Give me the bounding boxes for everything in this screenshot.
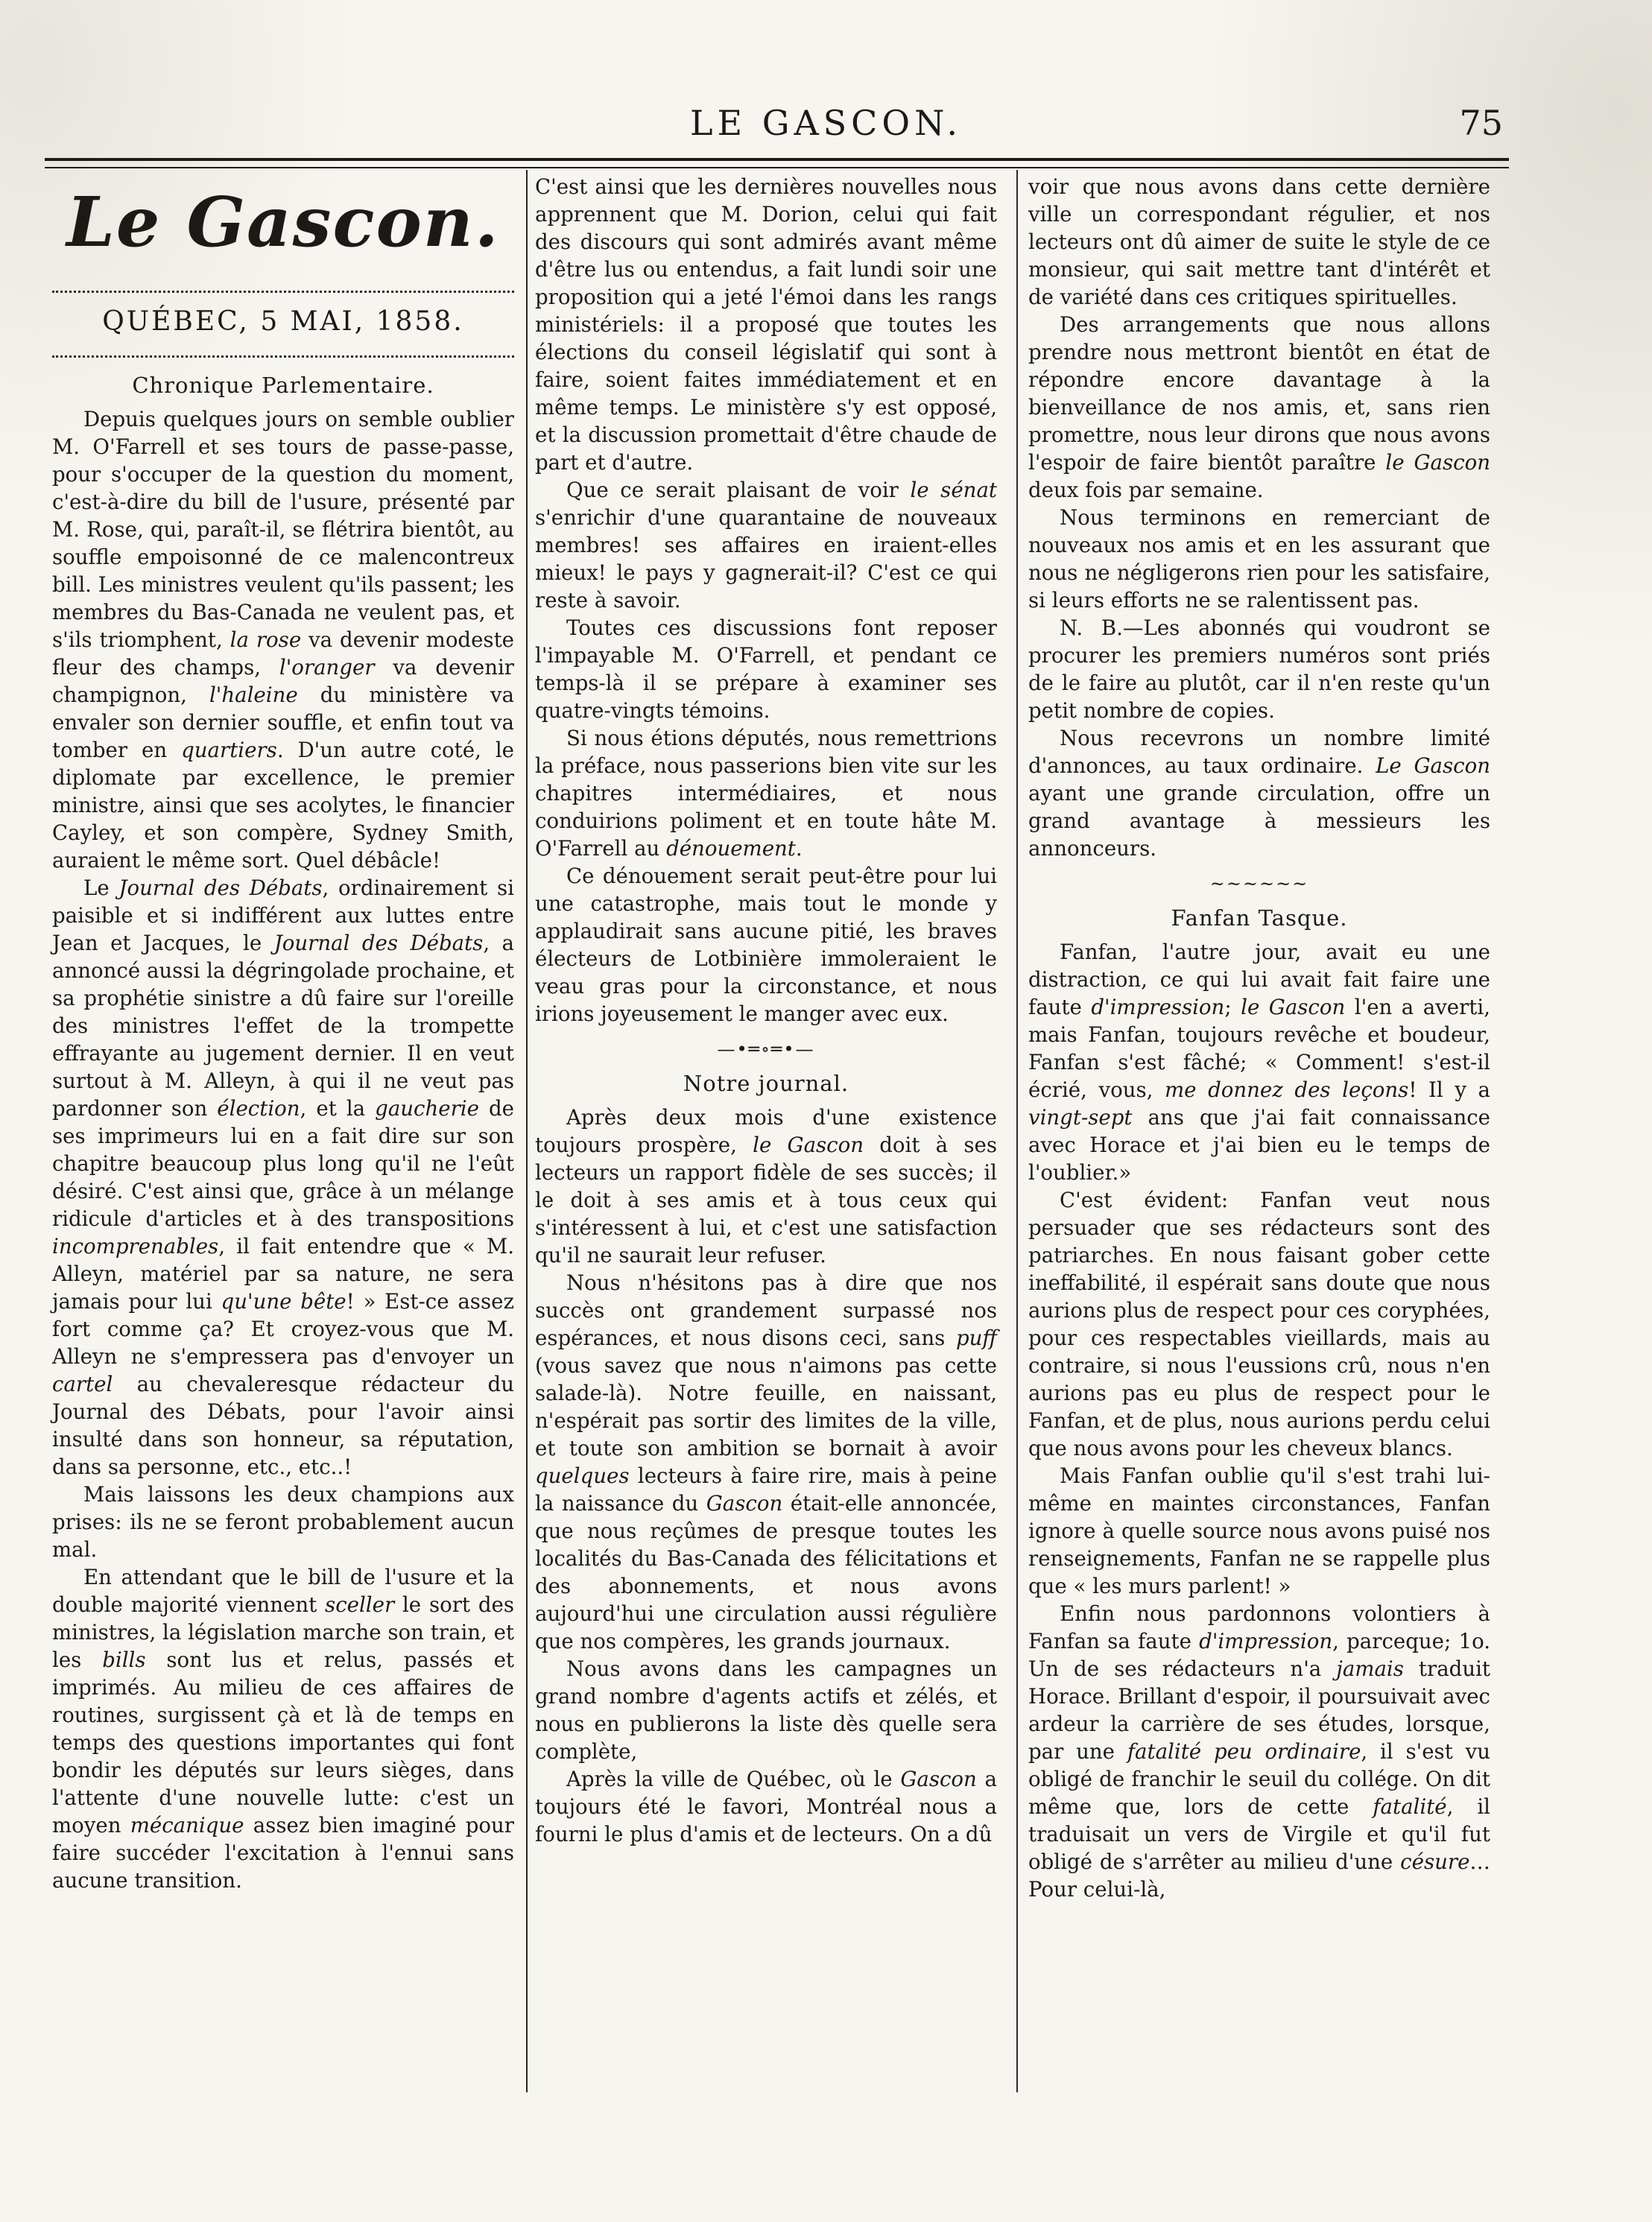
- column-divider: [1016, 170, 1018, 2092]
- paragraph: Ce dénouement serait peut-être pour lui une catastrophe, mais tout le monde y applaudirait sans aucune pitié, les braves électeurs de Lotbinière immoleraient le veau gras pour la circonstance, et nous irions joyeusement le manger avec eux.: [535, 864, 997, 1026]
- paragraph: voir que nous avons dans cette dernière ville un correspondant régulier, et nos lecteurs ont dû aimer de suite le style de ce monsieur, qui sait mettre tant d'intérêt et de variété dans ces critiques spirituelles.: [1028, 174, 1490, 309]
- section-heading: Chronique Parlementaire.: [132, 373, 434, 398]
- paragraph: Nous n'hésitons pas à dire que nos succès ont grandement surpassé nos espérances, et nous disons ceci, sans puff (vous savez que nous n'aimons pas cette salade-là). Notre feuille, en naissant, n'espérait pas sortir des limites de la ville, et toute son ambition se bornait à avoir quelques lecteurs à faire rire, mais à peine la naissance du Gascon était-elle annoncée, que nous reçûmes de presque toutes les localités du Bas-Canada des félicitations et des abonnements, et nous avons aujourd'hui une circulation aussi régulière que nos compères, les grands journaux.: [535, 1270, 997, 1653]
- paragraph: Nous avons dans les campagnes un grand nombre d'agents actifs et zélés, et nous en publierons la liste dès quelle sera complète,: [535, 1656, 997, 1764]
- dateline: QUÉBEC, 5 MAI, 1858.: [102, 306, 464, 337]
- column-1: [52, 173, 514, 1894]
- ornament: —•═∘═•—: [717, 1039, 815, 1060]
- header-rule: [45, 158, 1509, 168]
- column-2: [535, 173, 997, 1848]
- paragraph: Fanfan, l'autre jour, avait eu une distraction, ce qui lui avait fait faire une faute d'impression; le Gascon l'en a averti, mais Fanfan, toujours revêche et boudeur, Fanfan s'est fâché; « Comment! s'est-il écrié, vous, me donnez des leçons! Il y a vingt-sept ans que j'ai fait connaissance avec Horace et j'ai bien eu le temps de l'oublier.»: [1028, 940, 1490, 1185]
- running-head: [0, 103, 1652, 155]
- paragraph: Après deux mois d'une existence toujours prospère, le Gascon doit à ses lecteurs un rapport fidèle de ses succès; il le doit à ses amis et à tous ceux qui s'intéressent à lui, et c'est une satisfaction qu'il ne saurait leur refuser.: [535, 1105, 998, 1267]
- wavy-rule: [52, 345, 514, 358]
- paragraph: Mais laissons les deux champions aux prises: ils ne se feront probablement aucun mal.: [52, 1482, 514, 1562]
- paragraph: Mais Fanfan oublie qu'il s'est trahi lui-même en maintes circonstances, Fanfan ignore à quelle source nous avons puisé nos renseignements, Fanfan ne se rappelle plus que « les murs parlent! »: [1028, 1463, 1490, 1598]
- column-divider: [526, 170, 528, 2092]
- running-title: LE GASCON.: [689, 103, 963, 143]
- column-3: [1028, 173, 1490, 1903]
- section-heading: Fanfan Tasque.: [1171, 905, 1348, 931]
- paragraph: N. B.—Les abonnés qui voudront se procurer les premiers numéros sont priés de le faire au plutôt, car il n'en reste qu'un petit nombre de copies.: [1028, 615, 1490, 723]
- section-heading: Notre journal.: [683, 1071, 849, 1096]
- paragraph: Le Journal des Débats, ordinairement si paisible et si indifférent aux luttes entre Jean et Jacques, le Journal des Débats, a annoncé aussi la dégringolade prochaine, et sa prophétie sinistre a dû faire sur l'oreille des ministres l'effet de la trompette effrayante au jugement dernier. Il en veut surtout à M. Alleyn, à qui il ne veut pas pardonner son élection, et la gaucherie de ses imprimeurs lui en a fait dire sur son chapitre beaucoup plus long qu'il ne l'eût désiré. C'est ainsi que, grâce à un mélange ridicule d'articles et à des transpositions incomprenables, il fait entendre que « M. Alleyn, matériel par sa nature, ne sera jamais pour lui qu'une bête! » Est-ce assez fort comme ça? Et croyez-vous que M. Alleyn ne s'empressera pas d'envoyer un cartel au chevaleresque rédacteur du Journal des Débats, pour l'avoir ainsi insulté dans son honneur, sa réputation, dans sa personne, etc., etc..!: [52, 876, 515, 1479]
- paragraph: Des arrangements que nous allons prendre nous mettront bientôt en état de répondre encore davantage à la bienveillance de nos amis, et, sans rien promettre, nous leur dirons que nous avons l'espoir de faire bientôt paraître le Gascon deux fois par semaine.: [1028, 312, 1491, 502]
- paragraph: Après la ville de Québec, où le Gascon a toujours été le favori, Montréal nous a fourni le plus d'amis et de lecteurs. On a dû: [535, 1767, 997, 1846]
- ornament: ~~~~~~: [1209, 873, 1309, 894]
- paragraph: En attendant que le bill de l'usure et la double majorité viennent sceller le sort des ministres, la législation marche son train, et les bills sont lus et relus, passés et imprimés. Au milieu de ces affaires de routines, surgissent çà et là de temps en temps des questions importantes qui font bondir les députés sur leurs sièges, dans l'attente d'une nouvelle lutte: c'est un moyen mécanique assez bien imaginé pour faire succéder l'excitation à l'ennui sans aucune transition.: [52, 1565, 514, 1893]
- paragraph: Nous recevrons un nombre limité d'annonces, au taux ordinaire. Le Gascon ayant une grande circulation, offre un grand avantage à messieurs les annonceurs.: [1028, 726, 1490, 861]
- paragraph: C'est évident: Fanfan veut nous persuader que ses rédacteurs sont des patriarches. En nous faisant gober cette ineffabilité, il espérait sans doute que nous aurions plus de respect pour ces coryphées, pour ces respectables vieillards, mais au contraire, si nous l'eussions crû, nous n'en aurions pas eu plus de respect pour le Fanfan, et de plus, nous aurions perdu celui que nous avons pour les cheveux blancs.: [1028, 1188, 1490, 1460]
- page-number: 75: [1459, 103, 1503, 143]
- paragraph: Nous terminons en remerciant de nouveaux nos amis et en les assurant que nous ne négligerons rien pour les satisfaire, si leurs efforts ne se ralentissent pas.: [1028, 505, 1490, 613]
- paragraph: Enfin nous pardonnons volontiers à Fanfan sa faute d'impression, parceque; 1o. Un de ses rédacteurs n'a jamais traduit Horace. Brillant d'espoir, il poursuivait avec ardeur la carrière de ses études, lorsque, par une fatalité peu ordinaire, il s'est vu obligé de franchir le seuil du collége. On dit même que, lors de cette fatalité, il traduisait un vers de Virgile et qu'il fut obligé de s'arrêter au milieu d'une césure… Pour celui-là,: [1028, 1601, 1491, 1902]
- paragraph: Depuis quelques jours on semble oublier M. O'Farrell et ses tours de passe-passe, pour s'occuper de la question du moment, c'est-à-dire du bill de l'usure, présenté par M. Rose, qui, paraît-il, se flétrira bientôt, au souffle empoisonné de ce malencontreux bill. Les ministres veulent qu'ils passent; les membres du Bas-Canada ne veulent pas, et s'ils triomphent, la rose va devenir modeste fleur des champs, l'oranger va devenir champignon, l'haleine du ministère va envaler son dernier souffle, et enfin tout va tomber en quartiers. D'un autre coté, le diplomate par excellence, le premier ministre, ainsi que ses acolytes, le financier Cayley, et son compère, Sydney Smith, auraient le même sort. Quel débâcle!: [52, 407, 515, 873]
- masthead: Le Gascon.: [66, 182, 500, 262]
- paragraph: Que ce serait plaisant de voir le sénat s'enrichir d'une quarantaine de nouveaux membres! ses affaires en iraient-elles mieux! le pays y gagnerait-il? C'est ce qui reste à savoir.: [535, 478, 997, 613]
- wavy-rule: [52, 280, 514, 293]
- paragraph: Si nous étions députés, nous remettrions la préface, nous passerions bien vite sur les chapitres intermédiaires, et nous conduirions poliment et en toute hâte M. O'Farrell au dénouement.: [535, 726, 997, 861]
- paragraph: C'est ainsi que les dernières nouvelles nous apprennent que M. Dorion, celui qui fait des discours qui sont admirés avant même d'être lus ou entendus, a fait lundi soir une proposition qui a jeté l'émoi dans les rangs ministériels: il a proposé que toutes les élections du conseil législatif qui sont à faire, soient faites immédiatement et en même temps. Le ministère s'y est opposé, et la discussion promettait d'être chaude de part et d'autre.: [535, 174, 997, 475]
- paragraph: Toutes ces discussions font reposer l'impayable M. O'Farrell, et pendant ce temps-là il se prépare à examiner ses quatre-vingts témoins.: [535, 615, 997, 723]
